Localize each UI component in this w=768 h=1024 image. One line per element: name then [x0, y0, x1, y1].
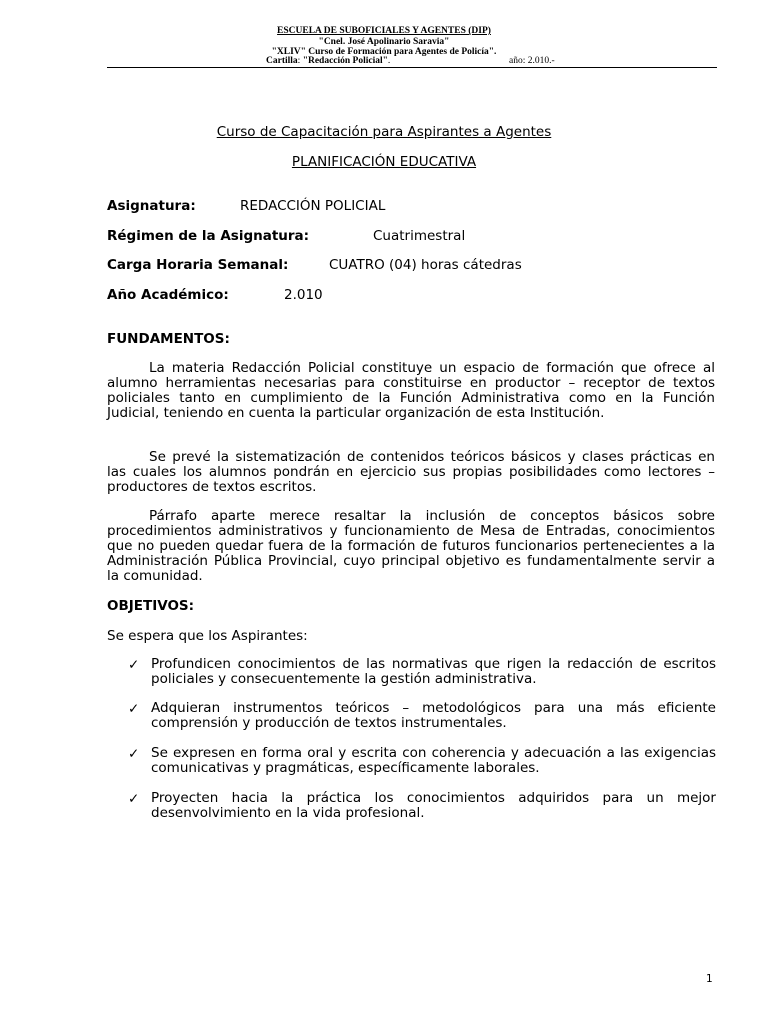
header-divider: [107, 67, 717, 68]
checkmark-icon: ✓: [128, 701, 140, 717]
checkmark-icon: ✓: [128, 657, 140, 673]
field-label: Régimen de la Asignatura:: [107, 228, 310, 244]
objective-item: [128, 701, 716, 731]
plan-title: PLANIFICACIÓN EDUCATIVA: [291, 154, 477, 170]
field-label: Carga Horaria Semanal:: [107, 257, 289, 273]
objective-text: Profundicen conocimientos de las normativas que rigen la redacción de escritos policiales y consecuentemente la gestión administrativa.: [151, 656, 716, 687]
header-cartilla-label: Cartilla: [266, 56, 298, 66]
field-value: 2.010: [284, 287, 323, 303]
field-value: REDACCIÓN POLICIAL: [240, 198, 386, 214]
objective-text: Proyecten hacia la práctica los conocimientos adquiridos para un mejor desenvolvimiento en la vida profesional.: [151, 790, 716, 821]
objective-item: [128, 791, 716, 821]
objective-text: Adquieran instrumentos teóricos – metodológicos para una más eficiente comprensión y producción de textos instrumentales.: [151, 700, 716, 731]
field-asignatura: [107, 198, 386, 214]
header-school: ESCUELA DE SUBOFICIALES Y AGENTES (DIP): [277, 26, 491, 36]
checkmark-icon: ✓: [128, 791, 140, 807]
fundamentos-paragraph: Párrafo aparte merece resaltar la inclusión de conceptos básicos sobre procedimientos administrativos y funcionamiento de Mesa de Entradas, conocimientos que no pueden quedar fuera de la formación de futuros funcionarios pertenecientes a la Administración Pública Provincial, cuyo principal objetivo es fundamentalmente servir a la comunidad.: [107, 508, 715, 584]
header-course: "XLIV" Curso de Formación para Agentes de Policía".: [271, 47, 497, 57]
objective-item: [128, 657, 716, 687]
header-honor: "Cnel. José Apolinario Saravia": [318, 37, 450, 47]
objetivos-intro: Se espera que los Aspirantes:: [107, 628, 308, 644]
fundamentos-paragraph: La materia Redacción Policial constituye un espacio de formación que ofrece al alumno herramientas necesarias para constituirse en productor – receptor de textos policiales tanto en cumplimiento de la Función Administrativa como en la Función Judicial, teniendo en cuenta la particular organización de esta Institución.: [107, 360, 715, 421]
field-carga-horaria: [107, 257, 522, 273]
header-cartilla-end: .: [387, 56, 391, 66]
page-number: 1: [706, 973, 713, 985]
header-cartilla-line: [266, 56, 555, 66]
objective-text: Se expresen en forma oral y escrita con coherencia y adecuación a las exigencias comunicativas y pragmáticas, específicamente laborales.: [151, 745, 716, 776]
fundamentos-paragraph: Se prevé la sistematización de contenidos teóricos básicos y clases prácticas en las cuales los alumnos pondrán en ejercicio sus propias posibilidades como lectores – productores de textos escritos.: [107, 449, 715, 495]
field-anio-academico: [107, 287, 323, 303]
header-year: año: 2.010.-: [509, 56, 555, 66]
field-label: Asignatura:: [107, 198, 196, 214]
field-regimen: [107, 228, 466, 244]
fundamentos-heading: FUNDAMENTOS:: [107, 331, 230, 347]
objective-item: [128, 746, 716, 776]
checkmark-icon: ✓: [128, 746, 140, 762]
field-value: Cuatrimestral: [373, 228, 466, 244]
objetivos-heading: OBJETIVOS:: [107, 598, 195, 614]
header-cartilla-sep: :: [297, 56, 303, 66]
header-cartilla-value: "Redacción Policial": [302, 56, 388, 66]
field-label: Año Académico:: [107, 287, 229, 303]
field-value: CUATRO (04) horas cátedras: [329, 257, 522, 273]
course-title: Curso de Capacitación para Aspirantes a Agentes: [216, 124, 552, 140]
